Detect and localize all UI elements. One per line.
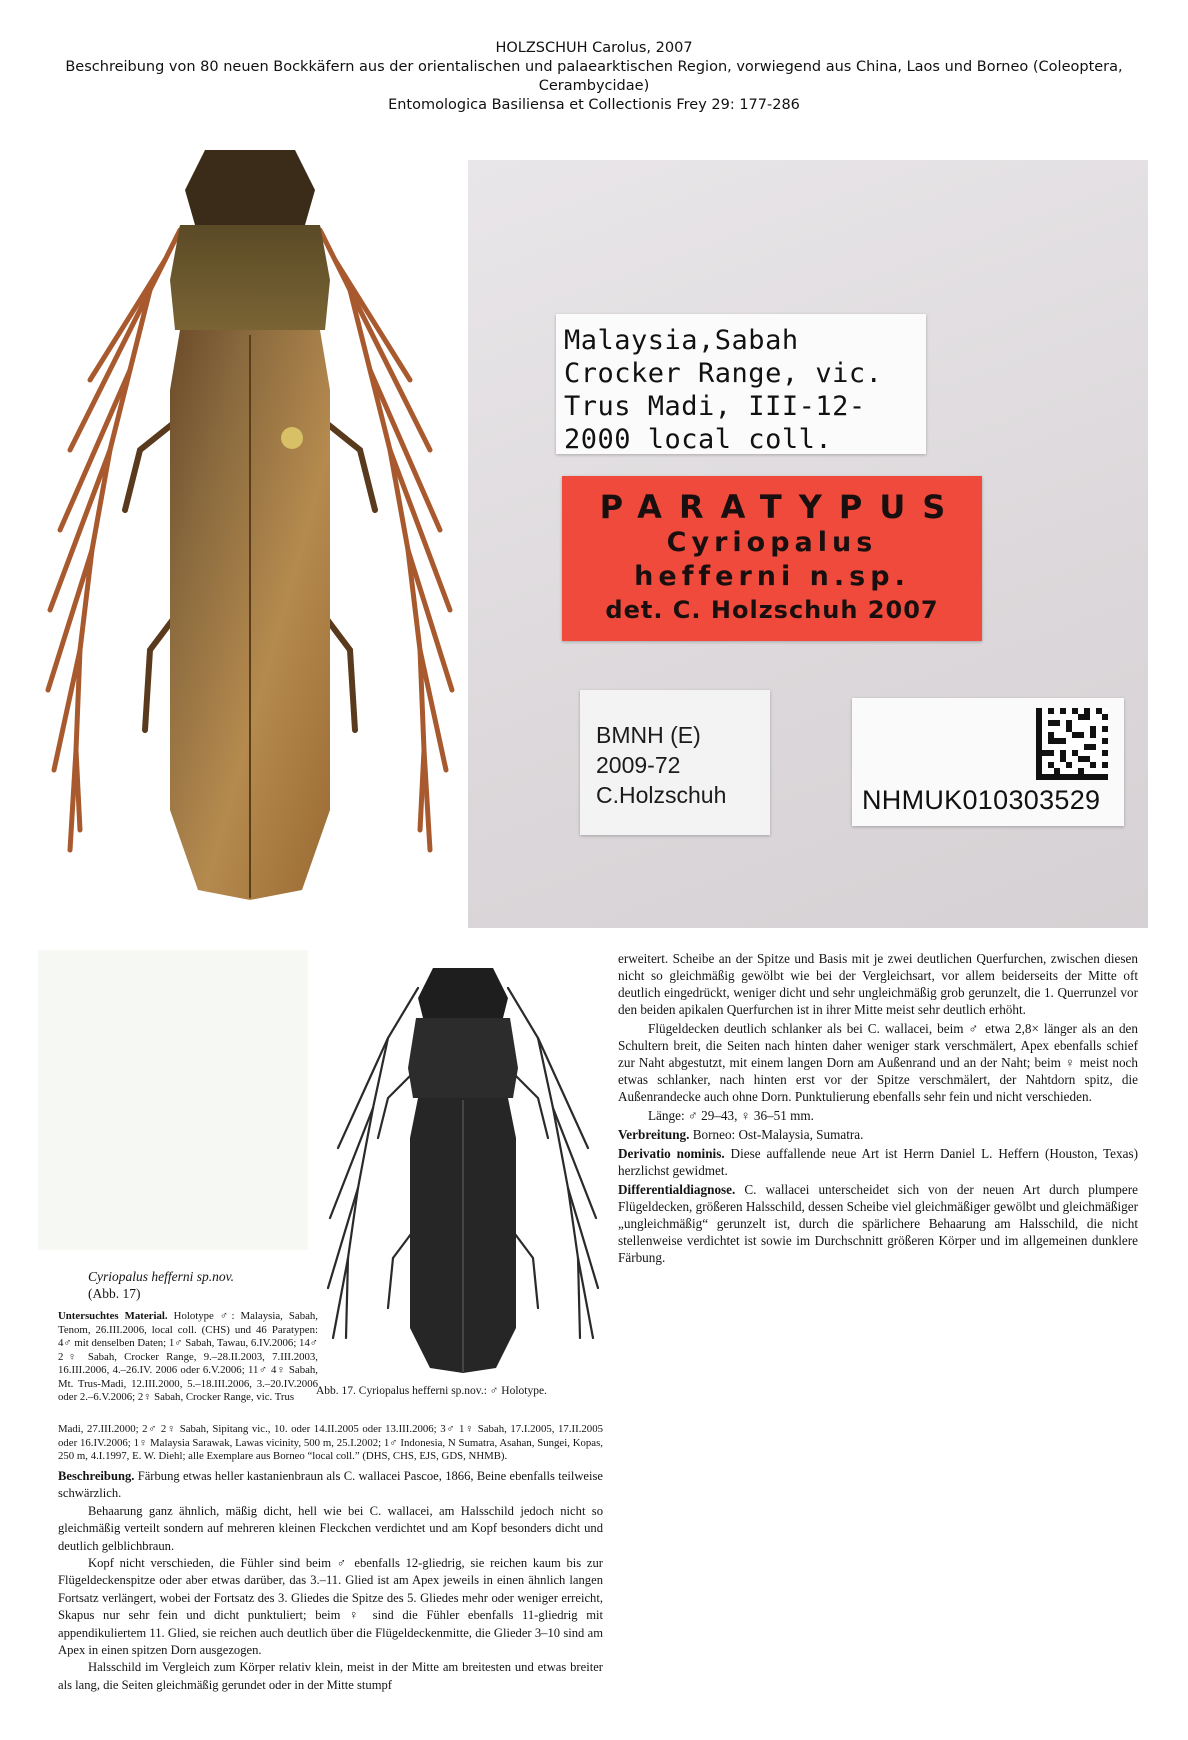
- type-species: hefferni n.sp.: [634, 561, 910, 592]
- para-fluegeldecken: Flügeldecken deutlich schlanker als bei C. wallacei, beim ♂ etwa 2,8× länger als an den Schultern breit, die Seiten nach hinten daher weniger stark verschmälert, Apex ebenfalls schief zur Naht abgestutzt, mit einem langen Dorn am Außenrand und an der Naht; beim ♀ meist noch etwas schlanker, nach hinten erst vor der Spitze verschmälert, der Nahtdorn spitz, die Außenrandecke auch ohne Dorn. Punktulierung ebenfalls sehr fein und nicht verschieden.: [618, 1021, 1138, 1104]
- species-figure-ref: (Abb. 17): [88, 1286, 141, 1301]
- para-beschreibung: [58, 1468, 603, 1503]
- bmnh-label: [580, 690, 770, 835]
- left-column-body: [58, 1468, 603, 1694]
- figure-caption: Abb. 17. Cyriopalus hefferni sp.nov.: ♂ Holotype.: [316, 1385, 547, 1397]
- species-name: Cyriopalus hefferni sp.nov.: [88, 1269, 234, 1284]
- material-text: Holotype ♂: Malaysia, Sabah, Tenom, 26.III.2006, local coll. (CHS) und 46 Paratypen: 4♂ mit denselben Daten; 1♂ Sabah, Tawau, 6.IV.2006; 14♂ 2♀ Sabah, Crocker Range, 9.–28.II.2003, 7.III.2003, 16.III.2006, 4.–26.IV. 2006 oder 6.V.2006; 11♂ 4♀ Sabah, Mt. Trus-Madi, 12.III.2000, 5.–18.III.2006, 3.–20.IV.2006 oder 2.–6.V.2006; 2♀ Sabah, Crocker Range, vic. Trus: [58, 1310, 318, 1403]
- type-determiner: det. C. Holzschuh 2007: [605, 596, 939, 624]
- material-section: [58, 1310, 318, 1405]
- locality-line-4: 2000 local coll.: [564, 424, 833, 455]
- type-genus: Cyriopalus: [666, 527, 878, 558]
- type-status: PARATYPUS: [599, 488, 963, 526]
- diff-heading: Differentialdiagnose.: [618, 1182, 736, 1197]
- para-laenge: Länge: ♂ 29–43, ♀ 36–51 mm.: [648, 1108, 814, 1123]
- para-halsschild: Halsschild im Vergleich zum Körper relativ klein, meist in der Mitte am breitesten und etwas breiter als lang, die Seiten gleichmäßig gerundet oder in der Mitte stumpf: [58, 1660, 603, 1692]
- verbreitung-heading: Verbreitung.: [618, 1127, 690, 1142]
- para-verbreitung: [618, 1126, 1138, 1143]
- label-panel: [468, 160, 1148, 928]
- locality-label: [556, 314, 926, 454]
- citation-author: HOLZSCHUH Carolus, 2007: [495, 40, 693, 56]
- paper-blank-area: [38, 950, 308, 1250]
- bmnh-line-2: 2009-72: [596, 752, 681, 778]
- derivatio-text: Diese auffallende neue Art ist Herrn Daniel L. Heffern (Houston, Texas) herzlichst gewidmet.: [618, 1146, 1138, 1178]
- citation-title-line1: Beschreibung von 80 neuen Bockkäfern aus der orientalischen und palaearktischen Region, vorwiegend aus China, Laos und Borneo (Coleoptera,: [65, 59, 1123, 75]
- material-heading: Untersuchtes Material.: [58, 1310, 168, 1322]
- species-title: [88, 1268, 234, 1302]
- derivatio-heading: Derivatio nominis.: [618, 1146, 725, 1161]
- citation-title-line2: Cerambycidae): [538, 78, 650, 94]
- paratype-label: [562, 476, 982, 641]
- para-halsschild-cont: erweitert. Scheibe an der Spitze und Basis mit je zwei deutlichen Querfurchen, zwischen diesen nicht so gleichmäßig gewölbt wie bei der Vergleichsart, vor allem beiderseits der Mitte oft deutlich eingedrückt, weniger dicht und sehr ungleichmäßig grob gerunzelt, die 1. Querrunzel vor den beiden apikalen Querfurchen ist in ihrer Mitte meist sehr deutlich erhöht.: [618, 951, 1138, 1017]
- bmnh-line-1: BMNH (E): [596, 722, 701, 748]
- locality-line-2: Crocker Range, vic.: [564, 358, 883, 389]
- para-kopf: Kopf nicht verschieden, die Fühler sind beim ♂ ebenfalls 12-gliedrig, sie reichen kaum bis zur Flügeldeckenspitze oder aber etwas darüber, das 3.–11. Glied ist am Apex jeweils in einen ähnlich langen Fortsatz verlängert, wobei der Fortsatz des 3. Gliedes die Spitze des 5. Gliedes mehr oder weniger erreicht, Skapus nur sehr fein und dicht punktuliert; beim ♀ sind die Fühler ebenfalls 11-gliedrig mit appendikuliertem 11. Glied, sie reichen auch deutlich über die Flügeldeckenmitte, die Glieder 3–10 sind am Apex in einen spitzen Dorn ausgezogen.: [58, 1556, 603, 1658]
- locality-line-1: Malaysia,Sabah: [564, 325, 799, 356]
- specimen-photo: [30, 130, 470, 930]
- citation-journal: Entomologica Basiliensa et Collectionis Frey 29: 177-286: [388, 97, 800, 113]
- diff-text: C. wallacei unterscheidet sich von der neuen Art durch plumpere Flügeldecken, größeren Halsschild, dessen Scheibe viel gleichmäßiger gewölbt und gleichmäßiger „ungleichmäßig“ gerunzelt ist, durch die spärlichere Behaarung am Halsschild, die nicht stellenweise verdichtet ist sowie im Durchschnitt größeren Körper und im allgemeinen dunklere Färbung.: [618, 1182, 1138, 1265]
- barcode-number: NHMUK010303529: [862, 785, 1101, 815]
- beschreibung-heading: Beschreibung.: [58, 1469, 135, 1483]
- barcode-label: [852, 698, 1124, 826]
- material-continued: Madi, 27.III.2000; 2♂ 2♀ Sabah, Sipitang vic., 10. oder 14.II.2005 oder 13.III.2006; 3♂ 1♀ Sabah, 17.I.2005, 17.II.2005 oder 16.IV.2006; 1♀ Malaysia Sarawak, Lawas vicinity, 500 m, 25.I.2002; 1♂ Indonesia, N Sumatra, Asahan, Sungei, Kopas, 250 m, 4.I.1997, E. W. Diehl; alle Exemplare aus Borneo “local coll.” (DHS, CHS, EJS, GDS, NHMB).: [58, 1423, 603, 1462]
- citation-header: [20, 39, 1168, 115]
- right-column: [618, 950, 1138, 1268]
- locality-line-3: Trus Madi, III-12-: [564, 391, 866, 422]
- para-behaarung: Behaarung ganz ähnlich, mäßig dicht, hell wie bei C. wallacei, am Halsschild jedoch nicht so gleichmäßig verteilt sondern auf mehreren kleinen Fleckchen verdichtet und am Kopf besonders dicht und deutlich gelblichbraun.: [58, 1503, 603, 1553]
- paper-page: [38, 950, 1156, 1740]
- para-derivatio: [618, 1145, 1138, 1179]
- verbreitung-text: Borneo: Ost-Malaysia, Sumatra.: [692, 1127, 864, 1142]
- beschreibung-text: Färbung etwas heller kastanienbraun als C. wallacei Pascoe, 1866, Beine ebenfalls teilweise schwärzlich.: [58, 1469, 603, 1501]
- datamatrix-barcode-icon: [1036, 708, 1108, 780]
- holotype-photo: [318, 958, 608, 1378]
- bmnh-line-3: C.Holzschuh: [596, 782, 727, 808]
- para-differentialdiagnose: [618, 1181, 1138, 1266]
